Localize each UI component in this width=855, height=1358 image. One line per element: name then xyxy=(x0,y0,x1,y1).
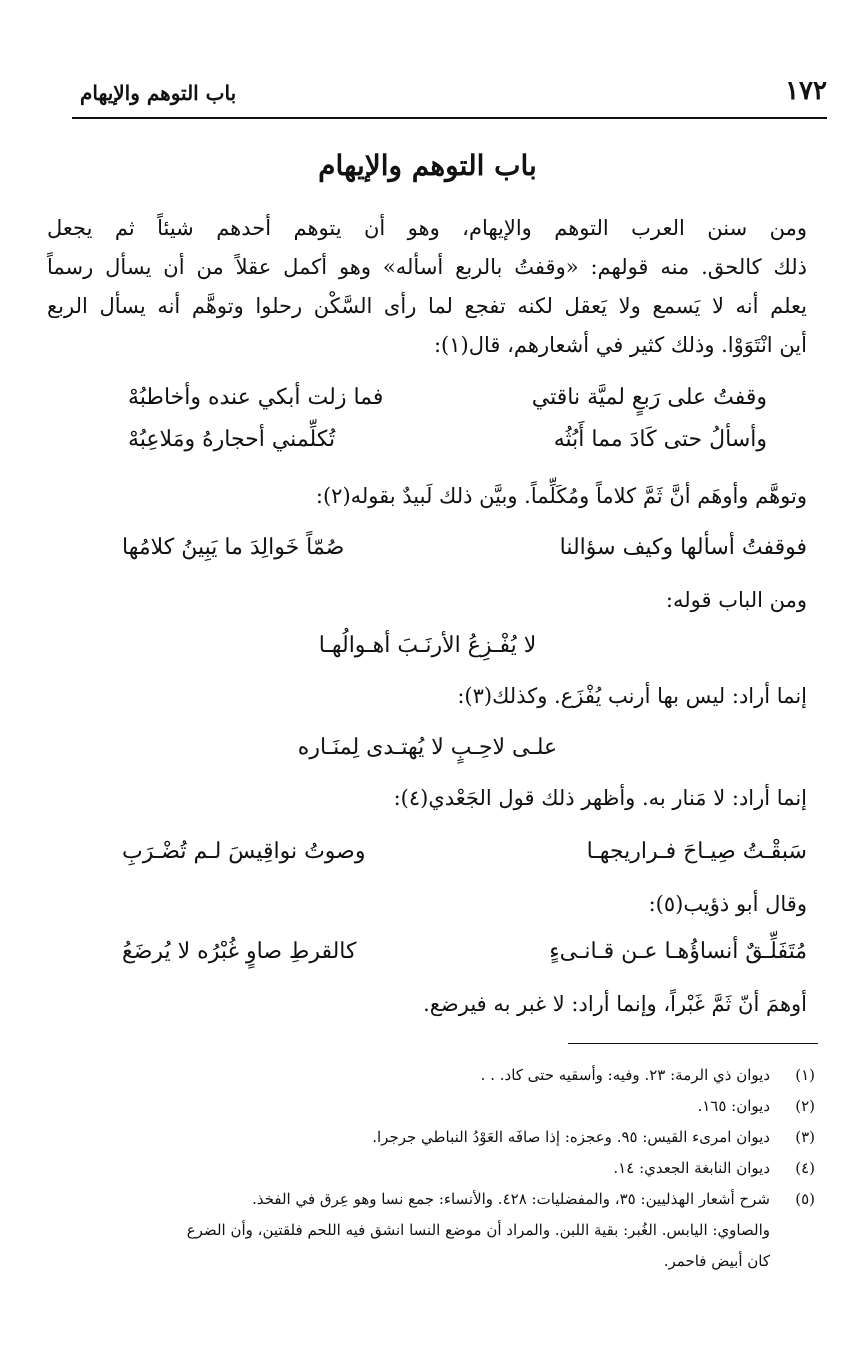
chapter-title: باب التوهم والإيهام xyxy=(318,149,537,182)
header-rule xyxy=(72,117,827,119)
footnote-number: (٣) xyxy=(795,1128,815,1146)
running-header-title: باب التوهم والإيهام xyxy=(80,81,237,105)
verse-second-hemistich: تُكلِّمني أحجارهُ ومَلاعِبُهْ xyxy=(128,427,336,452)
footnote-number: (٥) xyxy=(795,1190,815,1208)
body-line: أوهمَ أنّ ثَمَّ غَبْراً، وإنما أراد: لا غبر به فيرضع. xyxy=(423,992,807,1016)
verse-first-hemistich: وأسألُ حتى كَادَ مما أَبُثُه xyxy=(553,427,767,452)
body-line: وقال أبو ذؤيب(٥): xyxy=(648,892,807,916)
verse-first-hemistich: سَبقْـتُ صِيـاحَ فـراريجهـا xyxy=(586,839,807,864)
footnote-continuation: والصاوي: اليابس. الغُبر: بقية اللبن. والمراد أن موضع النسا انشق فيه اللحم فلقتين، وأن الضرع xyxy=(186,1221,770,1239)
footnote-text: ديوان امرىء القيس: ٩٥. وعجزه: إذا صافَه العَوْدُ النباطي جرجرا. xyxy=(372,1128,770,1146)
footnote-text: ديوان: ١٦٥. xyxy=(697,1097,770,1115)
footnote-continuation: كان أبيض فاحمر. xyxy=(663,1252,770,1270)
body-line: يعلم أنه لا يَسمع ولا يَعقل لكنه تفجع لما رأى السَّكْن رحلوا وتوهَّم أنه يسأل الربع xyxy=(47,294,807,318)
body-line: ومن سنن العرب التوهم والإيهام، وهو أن يتوهم أحدهم شيئاً ثم يجعل xyxy=(47,216,807,240)
footnote-number: (٢) xyxy=(795,1097,815,1115)
verse-second-hemistich: كالقرطِ صاوٍ غُبْرُه لا يُرضَعُ xyxy=(122,939,357,964)
body-line: إنما أراد: ليس بها أرنب يُفْزَع. وكذلك(٣): xyxy=(457,684,807,708)
verse-second-hemistich: صُمّاً خَوالِدَ ما يَبِينُ كلامُها xyxy=(122,535,345,560)
footnote-text: شرح أشعار الهذليين: ٣٥، والمفضليات: ٤٢٨. والأنساء: جمع نسا وهو عِرق في الفخذ. xyxy=(252,1190,770,1208)
body-line: ذلك كالحق. منه قولهم: «وقفتُ بالربع أسأله» وهو أكمل عقلاً من أن يسأل رسماً xyxy=(47,255,807,279)
footnote-number: (٤) xyxy=(795,1159,815,1177)
verse-first-hemistich: وقفتُ على رَبعٍ لميَّة ناقتي xyxy=(531,385,767,410)
body-line: أين انْتَوَوْا. وذلك كثير في أشعارهم، قال(١): xyxy=(433,333,807,357)
body-line: ومن الباب قوله: xyxy=(665,588,807,612)
body-line: وتوهَّم وأوهَم أنَّ ثَمَّ كلاماً ومُكَلِّماً. وبيَّن ذلك لَبيدٌ بقوله(٢): xyxy=(315,484,807,508)
verse-first-hemistich: فوقفتُ أسألها وكيف سؤالنا xyxy=(559,535,807,560)
verse-second-hemistich: فما زلت أبكي عنده وأخاطبُهْ xyxy=(128,385,384,410)
footnote-text: ديوان ذي الرمة: ٢٣. وفيه: وأسقيه حتى كاد. . . xyxy=(480,1066,770,1084)
footnote-number: (١) xyxy=(795,1066,815,1084)
verse-first-hemistich: مُتَفَلِّـقٌ أنساؤُهـا عـن قـانـىءٍ xyxy=(549,939,807,964)
page-number: ١٧٢ xyxy=(785,76,827,106)
verse-single: لا يُفْـزِعُ الأرنَـبَ أهـوالُهـا xyxy=(318,633,537,658)
verse-single: علـى لاحِـبٍ لا يُهتـدى لِمنَـاره xyxy=(297,735,558,760)
verse-second-hemistich: وصوتُ نواقِيسَ لـم تُضْـرَبِ xyxy=(122,839,366,864)
footnote-text: ديوان النابغة الجعدي: ١٤. xyxy=(613,1159,770,1177)
body-line: إنما أراد: لا مَنار به. وأظهر ذلك قول الجَعْدي(٤): xyxy=(393,786,807,810)
footnote-separator xyxy=(568,1043,818,1044)
